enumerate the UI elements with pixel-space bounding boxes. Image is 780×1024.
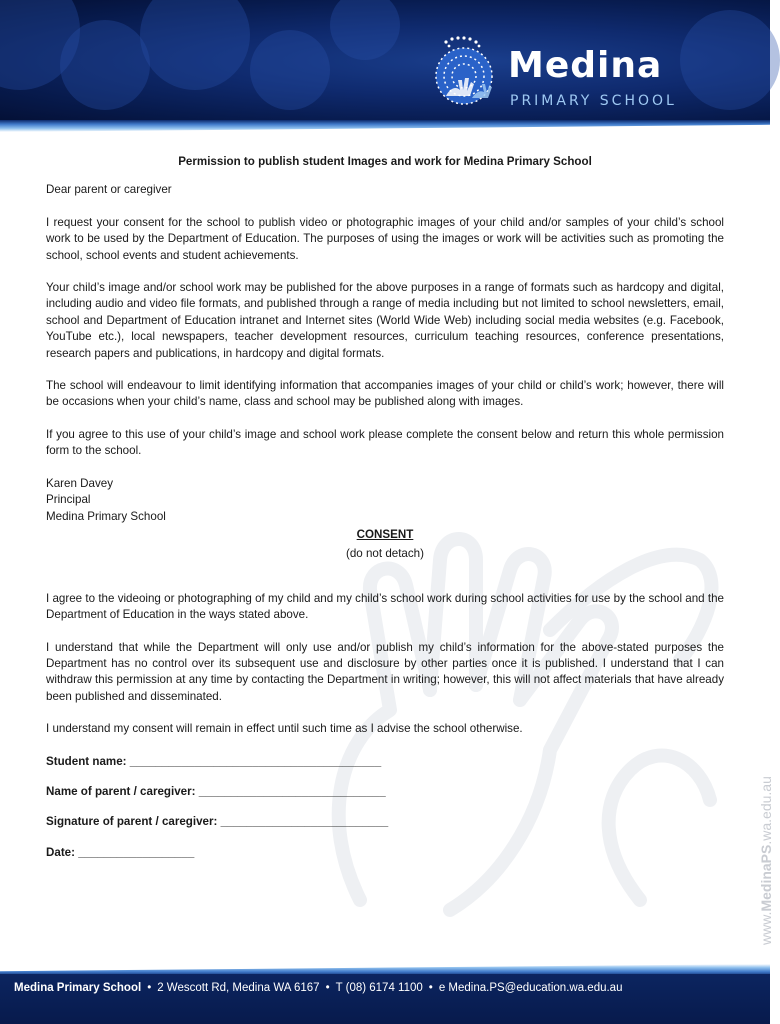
consent-paragraph: I agree to the videoing or photographing of my child and my child’s school work during school activities for use by the school and the Department of Education in the ways stated above. bbox=[46, 591, 724, 622]
signature-field[interactable]: Signature of parent / caregiver: __________________________ bbox=[46, 815, 389, 829]
footer-email: e Medina.PS@education.wa.edu.au bbox=[438, 982, 623, 994]
letter-paragraph: The school will endeavour to limit identifying information that accompanies images of your child or child’s work; however, there will be occasions when your child’s name, class and school may be published along with images. bbox=[46, 379, 724, 409]
footer-phone: T (08) 6174 1100 bbox=[335, 982, 423, 994]
student-name-field[interactable]: Student name: _______________________________________ bbox=[46, 754, 382, 768]
signoff-school: Medina Primary School bbox=[46, 509, 166, 523]
decor-bubble bbox=[680, 10, 780, 110]
footer-separator: • bbox=[147, 982, 152, 994]
decor-bubble bbox=[60, 20, 150, 110]
footer-school: Medina Primary School bbox=[14, 982, 142, 994]
website-watermark bbox=[758, 776, 774, 945]
letterhead-footer bbox=[0, 974, 770, 1024]
signoff-role: Principal bbox=[46, 493, 91, 507]
brand-subtitle: PRIMARY SCHOOL bbox=[510, 93, 677, 109]
signoff-name: Karen Davey bbox=[46, 476, 114, 490]
permission-letter bbox=[46, 154, 724, 875]
brand-name: Medina bbox=[508, 45, 663, 86]
letterhead-header bbox=[0, 0, 770, 122]
letter-paragraph: I request your consent for the school to publish video or photographic images of your child and/or samples of your child’s school work to be used by the Department of Education. The purposes of using the images or work will be activities such as promoting the school, school events and student achievements. bbox=[46, 215, 724, 262]
letter-paragraph: If you agree to this use of your child’s image and school work please complete the consent below and return this whole permission form to the school. bbox=[46, 427, 724, 458]
greeting: Dear parent or caregiver bbox=[46, 183, 172, 197]
letter-paragraph: Your child’s image and/or school work may be published for the above purposes in a range of formats such as hardcopy and digital, including audio and video file formats, and published through a range of media including but not limited to school newsletters, email, school and Department of Education intranet and Internet sites (World Wide Web) including social media websites (e.g. Facebook, YouTube etc.), local newspapers, teacher development resources, curriculum teaching resources, conference presentations, research papers and publications, in hardcopy and digital formats. bbox=[46, 281, 724, 360]
decor-bubble bbox=[250, 30, 330, 110]
watermark-prefix: www. bbox=[758, 911, 774, 945]
footer-separator: • bbox=[428, 982, 433, 994]
decor-bubble bbox=[330, 0, 400, 60]
watermark-bold: MedinaPS bbox=[758, 844, 774, 912]
footer-address: 2 Wescott Rd, Medina WA 6167 bbox=[157, 982, 320, 994]
consent-paragraph: I understand that while the Department will only use and/or publish my child’s information for the above-stated purposes the Department has no control over its subsequent use and disclosure by other parties once it is published. I understand that I can withdraw this permission at any time by contacting the Department in writing; however, this will not affect materials that have already been published and disseminated. bbox=[46, 640, 724, 703]
consent-subheading: (do not detach) bbox=[346, 547, 424, 561]
parent-name-field[interactable]: Name of parent / caregiver: _____________________________ bbox=[46, 784, 386, 798]
consent-paragraph: I understand my consent will remain in effect until such time as I advise the school otherwise. bbox=[46, 722, 523, 736]
watermark-suffix: .wa.edu.au bbox=[758, 776, 774, 845]
footer-contact-line bbox=[14, 982, 622, 994]
date-field[interactable]: Date: __________________ bbox=[46, 845, 195, 859]
header-stripe bbox=[0, 120, 770, 132]
footer-separator: • bbox=[325, 982, 330, 994]
consent-heading: CONSENT bbox=[356, 527, 414, 541]
decor-bubble bbox=[140, 0, 250, 90]
school-logo-icon bbox=[432, 36, 496, 106]
letter-title: Permission to publish student Images and work for Medina Primary School bbox=[178, 155, 592, 168]
